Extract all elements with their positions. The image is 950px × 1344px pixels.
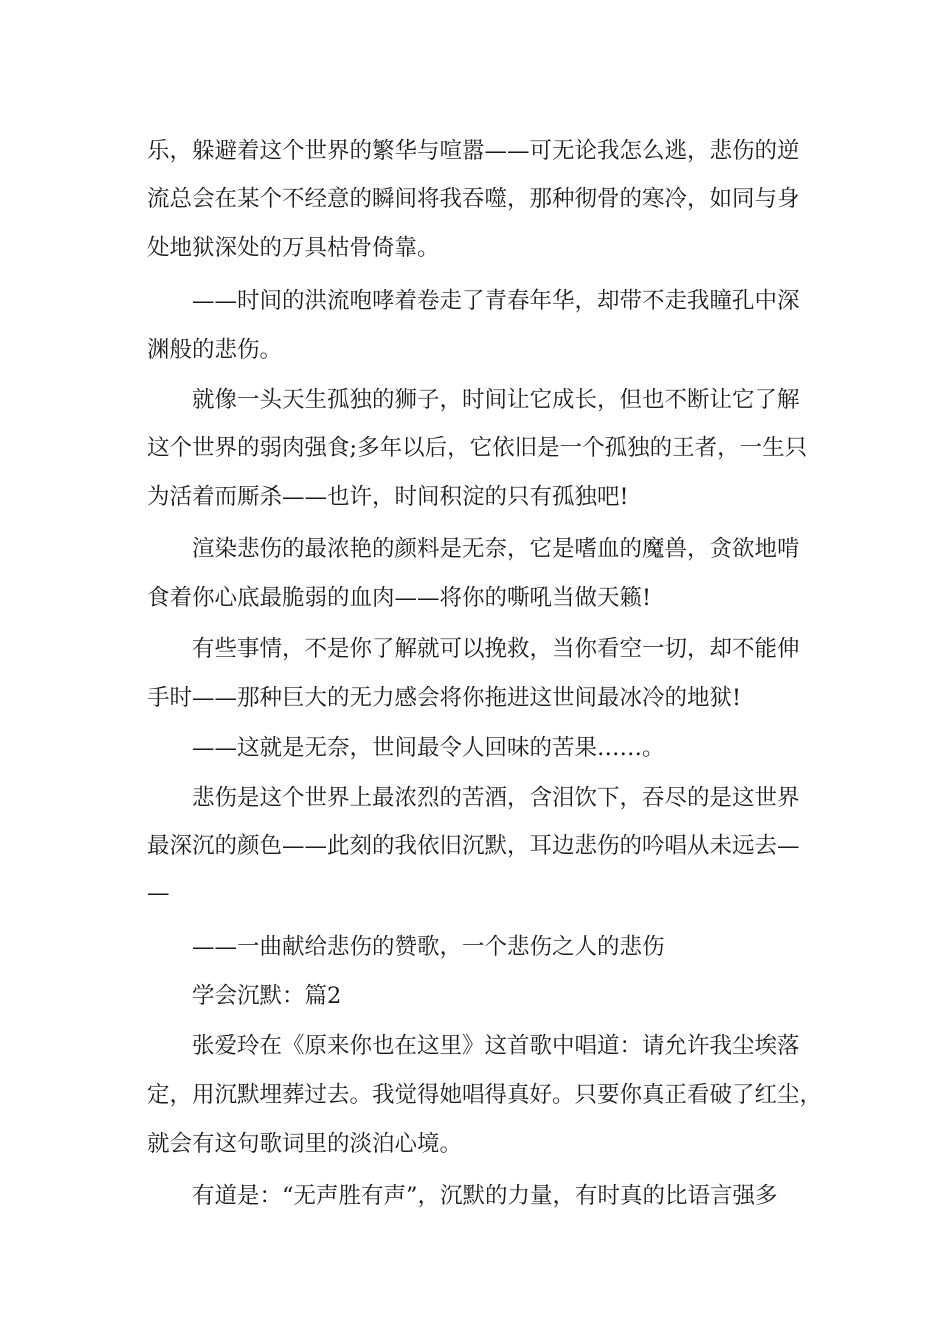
text-line: 悲伤是这个世界上最浓烈的苦酒，含泪饮下，吞尽的是这世界 [192, 785, 800, 811]
text-line: 最深沉的颜色——此刻的我依旧沉默，耳边悲伤的吟唱从未远去— [147, 833, 800, 859]
text-line: — [147, 880, 170, 906]
text-line: 流总会在某个不经意的瞬间将我吞噬，那种彻骨的寒冷，如同与身 [147, 186, 800, 212]
text-line: 就像一头天生孤独的狮子，时间让它成长，但也不断让它了解 [192, 387, 800, 413]
text-line: 渲染悲伤的最浓艳的颜料是无奈，它是嗜血的魔兽，贪欲地啃 [192, 536, 800, 562]
text-line: ——一曲献给悲伤的赞歌，一个悲伤之人的悲伤 [192, 934, 665, 960]
text-line: 有道是：“无声胜有声”，沉默的力量，有时真的比语言强多 [192, 1183, 778, 1209]
text-line: 处地狱深处的万具枯骨倚靠。 [147, 235, 440, 261]
text-line: 食着你心底最脆弱的血肉——将你的嘶吼当做天籁! [147, 585, 652, 611]
text-line: 定，用沉默埋葬过去。我觉得她唱得真好。只要你真正看破了红尘， [147, 1082, 823, 1108]
text-line: 这个世界的弱肉强食;多年以后，它依旧是一个孤独的王者，一生只 [147, 435, 808, 461]
text-line: 手时——那种巨大的无力感会将你拖进这世间最冰冷的地狱! [147, 685, 742, 711]
text-line: 乐，躲避着这个世界的繁华与喧嚣——可无论我怎么逃，悲伤的逆 [147, 138, 800, 164]
text-line: 张爱玲在《原来你也在这里》这首歌中唱道：请允许我尘埃落 [192, 1033, 800, 1059]
section-heading: 学会沉默：篇2 [192, 983, 342, 1009]
text-line: ——时间的洪流咆哮着卷走了青春年华，却带不走我瞳孔中深 [192, 288, 800, 314]
text-line: ——这就是无奈，世间最令人回味的苦果……。 [192, 735, 665, 761]
text-line: 为活着而厮杀——也许，时间积淀的只有孤独吧! [147, 484, 629, 510]
text-line: 有些事情，不是你了解就可以挽救，当你看空一切，却不能伸 [192, 636, 800, 662]
text-line: 就会有这句歌词里的淡泊心境。 [147, 1131, 463, 1157]
text-line: 渊般的悲伤。 [147, 337, 283, 363]
